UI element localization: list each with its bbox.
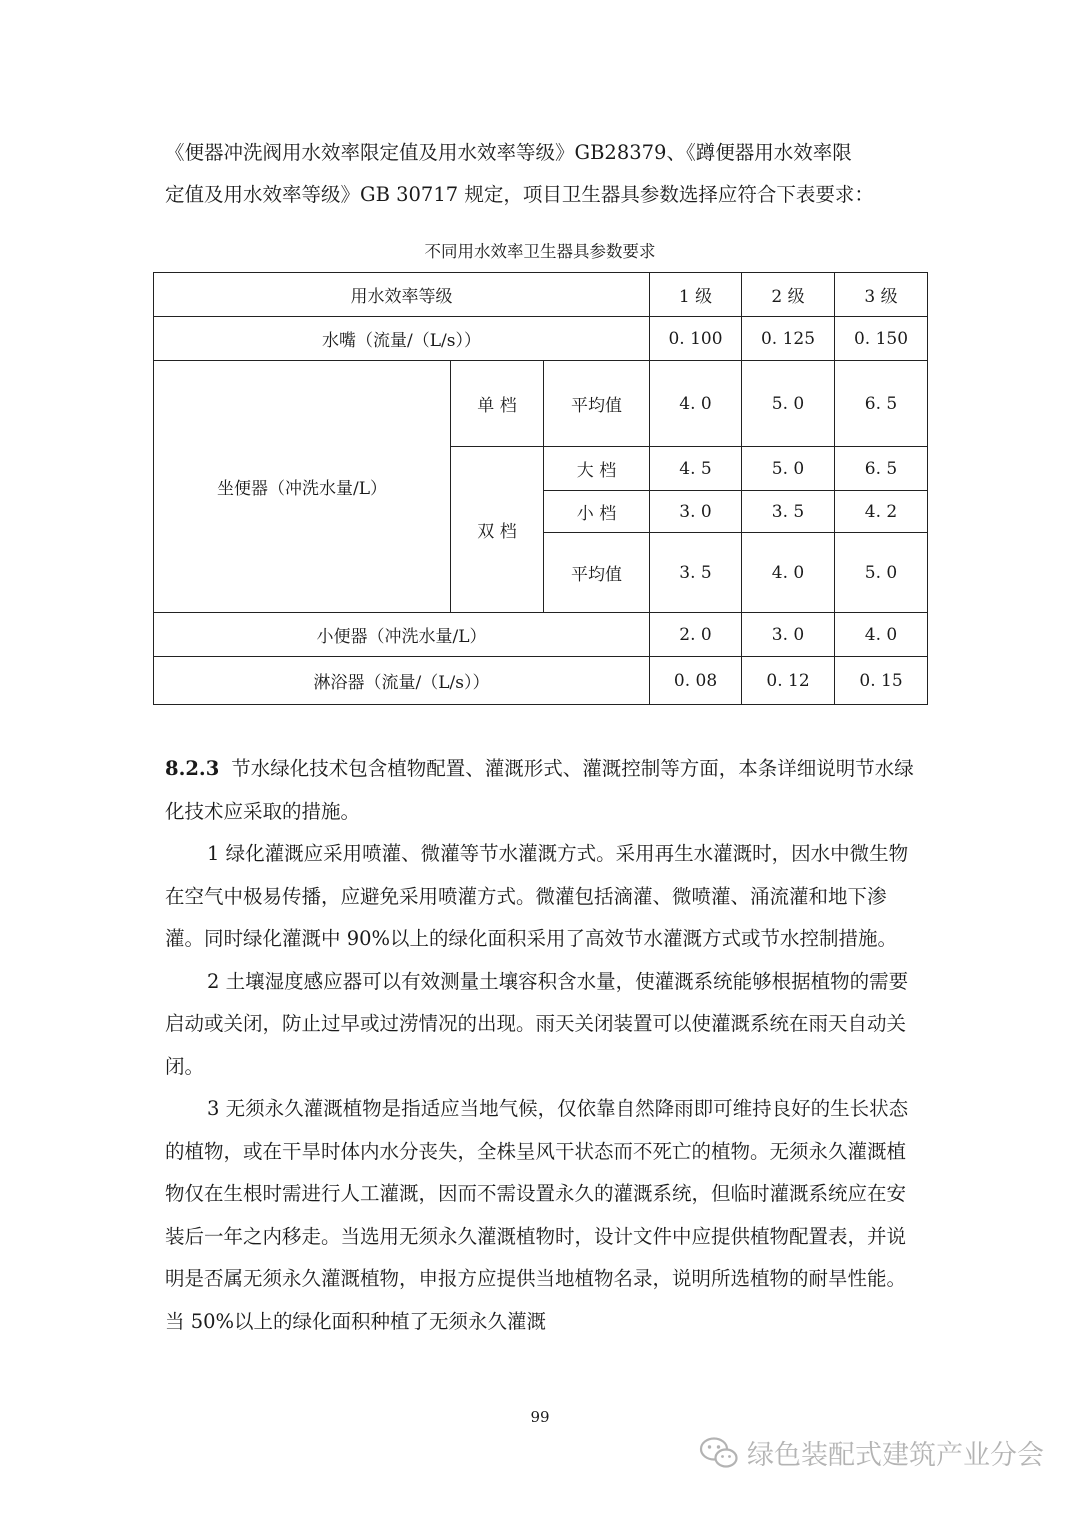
intro-paragraph: [165, 132, 925, 216]
table-cell: 3. 5: [742, 491, 835, 533]
table-cell: 5. 0: [742, 361, 835, 447]
table-cell: 5. 0: [742, 447, 835, 491]
clause-number: 8.2.3: [165, 757, 220, 780]
urinal-label: 小便器（冲洗水量/L）: [154, 613, 650, 657]
intro-line: 《便器冲洗阀用水效率限定值及用水效率等级》GB28379、《蹲便器用水效率限: [165, 141, 852, 164]
table-cell: 0. 08: [650, 657, 742, 705]
item-3-paragraph: 3 无须永久灌溉植物是指适应当地气候，仅依靠自然降雨即可维持良好的生长状态的植物，或在干旱时体内水分丧失，全株呈风干状态而不死亡的植物。无须永久灌溉植物仅在生根时需进行人工灌溉，因而不需设置永久的灌溉系统，但临时灌溉系统应在安装后一年之内移走。当选用无须永久灌溉植物时，设计文件中应提供植物配置表，并说明是否属无须永久灌溉植物，申报方应提供当地植物名录，说明所选植物的耐旱性能。当 50%以上的绿化面积种植了无须永久灌溉: [165, 1097, 909, 1333]
table-cell: 0. 100: [650, 317, 742, 361]
table-cell: 4. 0: [742, 533, 835, 613]
dual-flush-label: 双 档: [451, 447, 544, 613]
table-row: [154, 317, 928, 361]
clause-text: 节水绿化技术包含植物配置、灌溉形式、灌溉控制等方面，本条详细说明节水绿化技术应采取的措施。: [165, 757, 914, 823]
table-cell: 4. 0: [650, 361, 742, 447]
table-cell: 6. 5: [835, 361, 928, 447]
header-grade-2: 2 级: [742, 273, 835, 317]
page-number: 99: [530, 1408, 550, 1426]
table-cell: 5. 0: [835, 533, 928, 613]
watermark: [699, 1433, 1044, 1472]
big-flush-label: 大 档: [544, 447, 650, 491]
table-cell: 6. 5: [835, 447, 928, 491]
header-grade-1: 1 级: [650, 273, 742, 317]
table-cell: 2. 0: [650, 613, 742, 657]
shower-label: 淋浴器（流量/（L/s））: [154, 657, 650, 705]
table-header-row: [154, 273, 928, 317]
watermark-text: 绿色装配式建筑产业分会: [747, 1440, 1044, 1471]
item-1-paragraph: 1 绿化灌溉应采用喷灌、微灌等节水灌溉方式。采用再生水灌溉时，因水中微生物在空气中极易传播，应避免采用喷灌方式。微灌包括滴灌、微喷灌、涌流灌和地下渗灌。同时绿化灌溉中 90%以上的绿化面积采用了高效节水灌溉方式或节水控制措施。: [165, 842, 909, 950]
table-cell: 0. 15: [835, 657, 928, 705]
intro-line: 定值及用水效率等级》GB 30717 规定，项目卫生器具参数选择应符合下表要求：: [165, 183, 874, 206]
table-caption: 不同用水效率卫生器具参数要求: [424, 242, 656, 261]
table-cell: 4. 0: [835, 613, 928, 657]
clause-paragraph: [165, 748, 925, 833]
item-2-paragraph: 2 土壤湿度感应器可以有效测量土壤容积含水量，使灌溉系统能够根据植物的需要启动或关闭，防止过早或过涝情况的出现。雨天关闭装置可以使灌溉系统在雨天自动关闭。: [165, 969, 909, 1078]
table-cell: 0. 12: [742, 657, 835, 705]
wechat-icon: [699, 1436, 739, 1470]
section-body: [165, 748, 925, 1343]
table-cell: 4. 5: [650, 447, 742, 491]
table-cell: 0. 125: [742, 317, 835, 361]
single-flush-label: 单 档: [451, 361, 544, 447]
table-cell: 0. 150: [835, 317, 928, 361]
small-flush-label: 小 档: [544, 491, 650, 533]
dual-avg-label: 平均值: [544, 533, 650, 613]
table-row: [154, 657, 928, 705]
faucet-label: 水嘴（流量/（L/s））: [154, 317, 650, 361]
table-row: [154, 613, 928, 657]
table-cell: 3. 0: [650, 491, 742, 533]
table-cell: 3. 0: [742, 613, 835, 657]
single-avg-label: 平均值: [544, 361, 650, 447]
table-cell: 3. 5: [650, 533, 742, 613]
header-label: 用水效率等级: [154, 273, 650, 317]
toilet-label: 坐便器（冲洗水量/L）: [154, 361, 451, 613]
table-cell: 4. 2: [835, 491, 928, 533]
table-row: [154, 361, 928, 447]
header-grade-3: 3 级: [835, 273, 928, 317]
efficiency-table: [153, 272, 928, 705]
